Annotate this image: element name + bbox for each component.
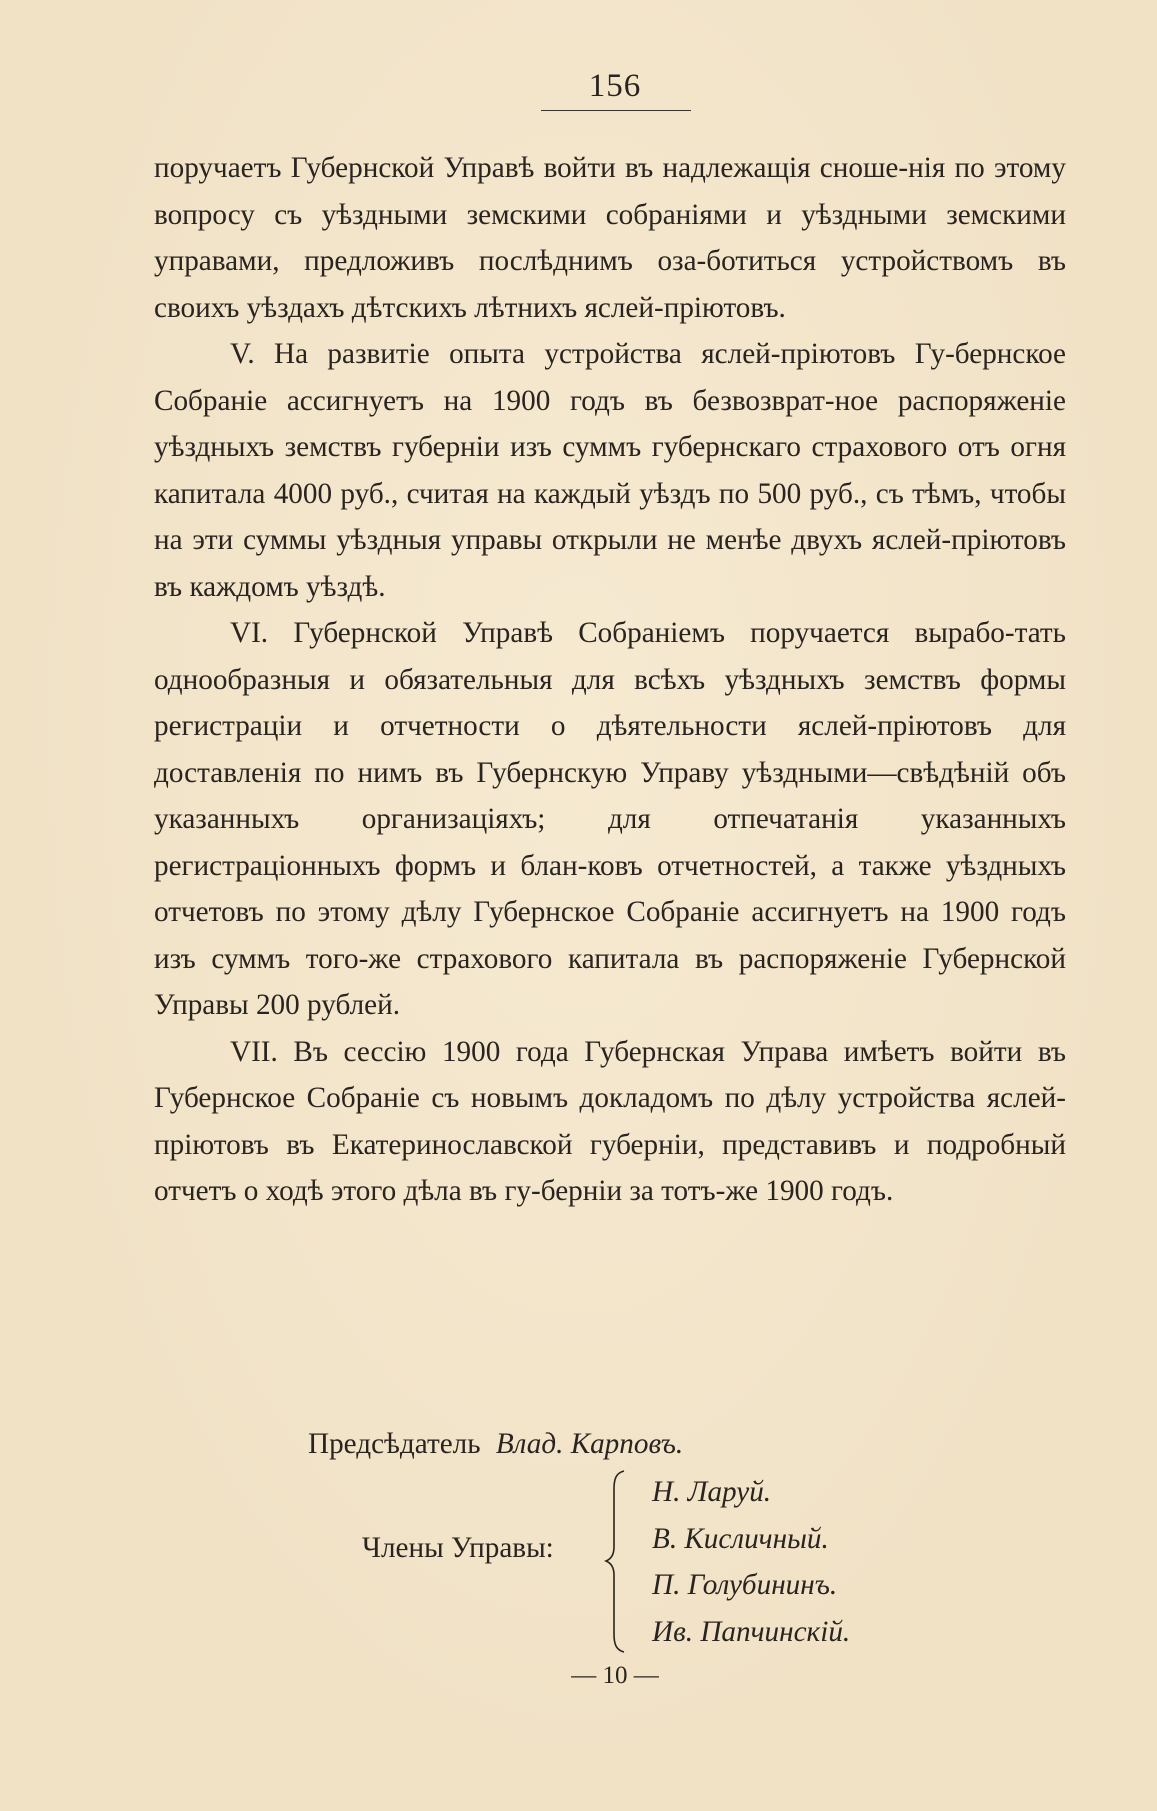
paragraph-vii: VII. Въ сессію 1900 года Губернская Управа имѣетъ войти въ Губернское Собраніе съ новымъ докладомъ по дѣлу устройства яслей-пріютовъ въ Екатеринославской губерніи, представивъ и подробный отчетъ о ходѣ этого дѣла въ гу-берніи за тотъ-же 1900 годъ.	[154, 1035, 1066, 1207]
member-name: Ив. Папчинскій.	[652, 1615, 851, 1648]
curly-brace-icon	[604, 1469, 630, 1654]
member-name: П. Голубининъ.	[652, 1569, 838, 1601]
page-number-rule	[541, 110, 691, 111]
members-list	[652, 1469, 850, 1655]
members-label: Члены Управы:	[362, 1532, 554, 1564]
chair-signature-line	[308, 1421, 683, 1467]
paragraph-intro: поручаетъ Губернской Управѣ войти въ надлежащія сноше-нія по этому вопросу съ уѣздными земскими собраніями и уѣздными земскими управами, предложивъ послѣднимъ оза-ботиться устройствомъ въ своихъ уѣздахъ дѣтскихъ лѣтнихъ яслей-пріютовъ.	[154, 152, 1066, 324]
body-text	[154, 145, 1066, 1215]
chair-name: Влад. Карповъ.	[495, 1428, 684, 1460]
page-number: 156	[588, 68, 642, 104]
member-name: В. Кисличный.	[652, 1522, 829, 1555]
board-members-block	[362, 1469, 922, 1654]
paragraph-v: V. На развитіе опыта устройства яслей-пріютовъ Гу-бернское Собраніе ассигнуетъ на 1900 годъ въ безвозврат-ное распоряженіе уѣздныхъ земствъ губерніи изъ суммъ губернскаго страхового отъ огня капитала 4000 руб., считая на каждый уѣздъ по 500 руб., съ тѣмъ, чтобы на эти суммы уѣздныя управы открыли не менѣе двухъ яслей-пріютовъ въ каждомъ уѣздѣ.	[154, 338, 1066, 603]
member-name: Н. Ларуй.	[652, 1476, 772, 1508]
sheet-signature-mark: — 10 —	[571, 1662, 659, 1689]
paragraph-vi: VI. Губернской Управѣ Собраніемъ поручается вырабо-тать однообразныя и обязательныя для всѣхъ уѣздныхъ земствъ формы регистраціи и отчетности о дѣятельности яслей-пріютовъ для доставленія по нимъ въ Губернскую Управу уѣздными—свѣдѣній объ указанныхъ организаціяхъ; для отпечатанія указанныхъ регистраціонныхъ формъ и блан-ковъ отчетностей, а также уѣздныхъ отчетовъ по этому дѣлу Губернское Собраніе ассигнуетъ на 1900 годъ изъ суммъ того-же страхового капитала въ распоряженіе Губернской Управы 200 рублей.	[154, 617, 1066, 1021]
chair-title: Предсѣдатель	[308, 1428, 481, 1460]
